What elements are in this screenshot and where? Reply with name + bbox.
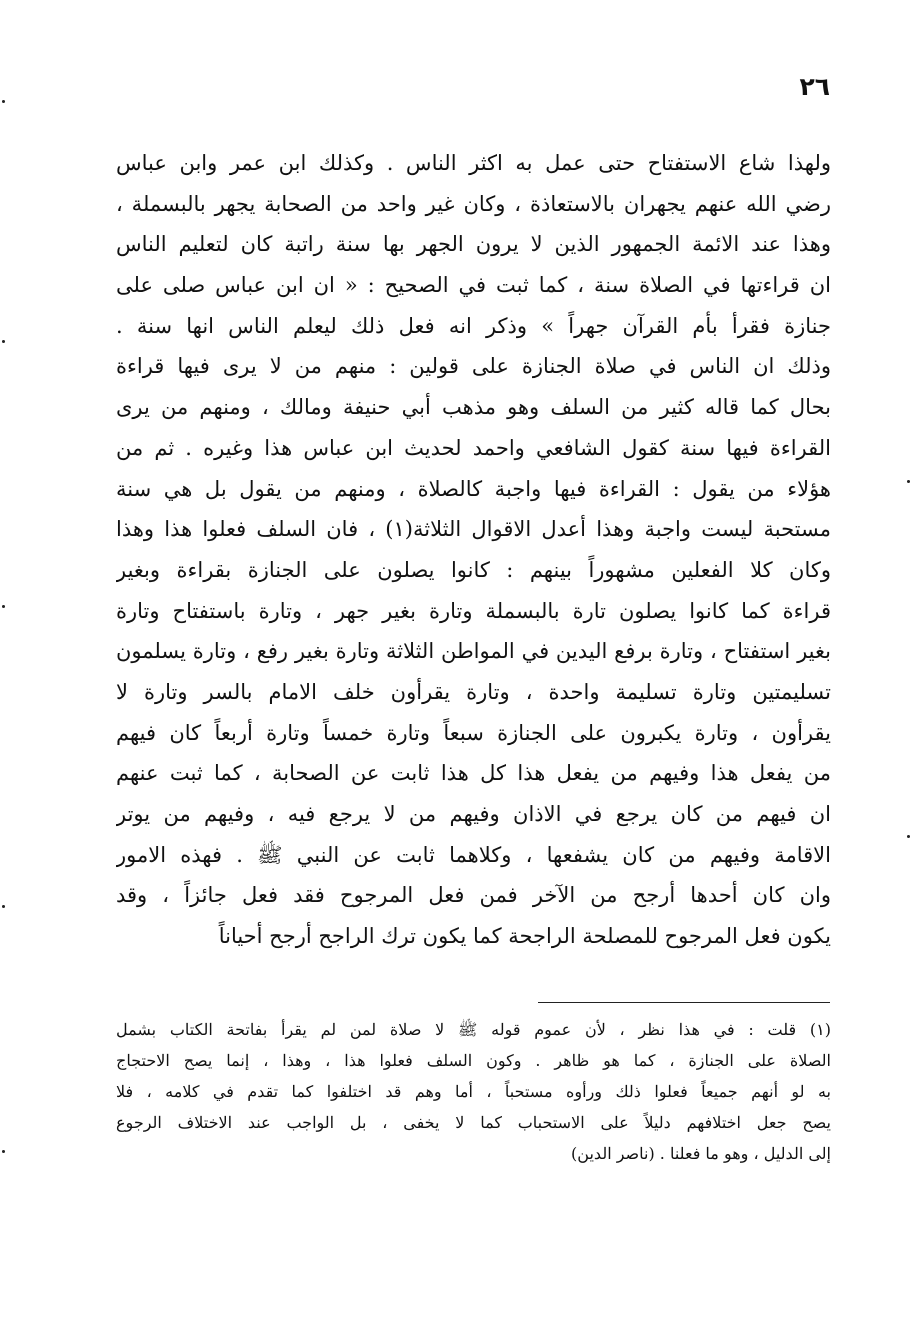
text-line: مستحبة ليست واجبة وهذا أعدل الاقوال الثلاثة(١) ، فان السلف فعلوا هذا وهذا (116, 517, 831, 542)
text-line: من يفعل هذا وفيهم من يفعل هذا كل هذا ثابت عن الصحابة ، كما ثبت عنهم (116, 761, 831, 786)
scan-mark (2, 340, 5, 343)
text-line: وان كان أحدها أرجح من الآخر فمن فعل المرجوح فقد فعل جائزاً ، وقد (116, 883, 831, 908)
footnote-line: يصح جعل اختلافهم دليلاً على الاستحباب كما لا يخفى ، بل الواجب عند الاختلاف الرجوع (116, 1113, 831, 1132)
text-line: رضي الله عنهم يجهران بالاستعاذة ، وكان غير واحد من الصحابة يجهر بالبسملة ، (116, 191, 831, 216)
text-line: وكان كلا الفعلين مشهوراً بينهم : كانوا يصلون على الجنازة بقراءة وبغير (116, 557, 831, 582)
text-line: القراءة فيها سنة كقول الشافعي واحمد لحديث ابن عباس هذا وغيره . ثم من (116, 435, 831, 460)
footnote-line: إلى الدليل ، وهو ما فعلنا . (ناصر الدين) (571, 1144, 831, 1163)
text-line: يكون فعل المرجوح للمصلحة الراجحة كما يكون ترك الراجح أرجح أحياناً (218, 924, 831, 949)
footnote-separator (538, 1002, 830, 1003)
scan-mark (2, 1150, 5, 1153)
text-line: بغير استفتاح ، وتارة برفع اليدين في المواطن الثلاثة وتارة بغير رفع ، وتارة يسلمون (116, 639, 831, 664)
text-line: تسليمتين وتارة تسليمة واحدة ، وتارة يقرأون خلف الامام بالسر وتارة لا (116, 679, 831, 704)
page-number: ٢٦ (799, 72, 830, 101)
text-line: الاقامة وفيهم من كان يشفعها ، وكلاهما ثابت عن النبي ﷺ . فهذه الامور (116, 842, 831, 867)
text-line: ولهذا شاع الاستفتاح حتى عمل به اكثر الناس . وكذلك ابن عمر وابن عباس (116, 151, 831, 175)
scan-mark (2, 905, 5, 908)
scan-mark (907, 835, 910, 838)
text-line: بحال كما قاله كثير من السلف وهو مذهب أبي حنيفة ومالك ، ومنهم من يرى (116, 395, 831, 420)
main-text (116, 143, 831, 957)
text-line: ان فيهم من كان يرجع في الاذان وفيهم من لا يرجع فيه ، وفيهم من يوتر (116, 802, 831, 826)
text-line: وذلك ان الناس في صلاة الجنازة على قولين : منهم من لا يرى فيها قراءة (116, 354, 831, 379)
text-line: ان قراءتها في الصلاة سنة ، كما ثبت في الصحيح : « ان ابن عباس صلى على (116, 273, 831, 298)
scan-mark (2, 100, 5, 103)
text-line: وهذا عند الائمة الجمهور الذين لا يرون الجهر بها سنة راتبة كان لتعليم الناس (116, 232, 831, 257)
text-line: قراءة كما كانوا يصلون تارة بالبسملة وتارة بغير جهر ، وتارة باستفتاح وتارة (116, 598, 831, 623)
text-line: هؤلاء من يقول : القراءة فيها واجبة كالصلاة ، ومنهم من يقول بل هي سنة (116, 476, 831, 501)
footnote (116, 1014, 831, 1169)
footnote-line: الصلاة على الجنازة ، كما هو ظاهر . وكون السلف فعلوا هذا ، وهذا ، إنما يصح الاحتجاج (116, 1051, 831, 1070)
footnote-line: به لو أنهم جميعاً فعلوا ذلك ورأوه مستحباً ، أما وهم قد اختلفوا كما تقدم في كلامه ، فلا (116, 1082, 831, 1101)
scan-mark (2, 605, 5, 608)
text-line: يقرأون ، وتارة يكبرون على الجنازة سبعاً وتارة خمساً وتارة أربعاً كان فيهم (116, 720, 831, 745)
text-line: جنازة فقرأ بأم القرآن جهراً » وذكر انه فعل ذلك ليعلم الناس انها سنة . (116, 313, 831, 338)
scan-mark (907, 480, 910, 483)
footnote-line: (١) قلت : في هذا نظر ، لأن عموم قوله ﷺ لا صلاة لمن لم يقرأ بفاتحة الكتاب بشمل (116, 1020, 831, 1039)
